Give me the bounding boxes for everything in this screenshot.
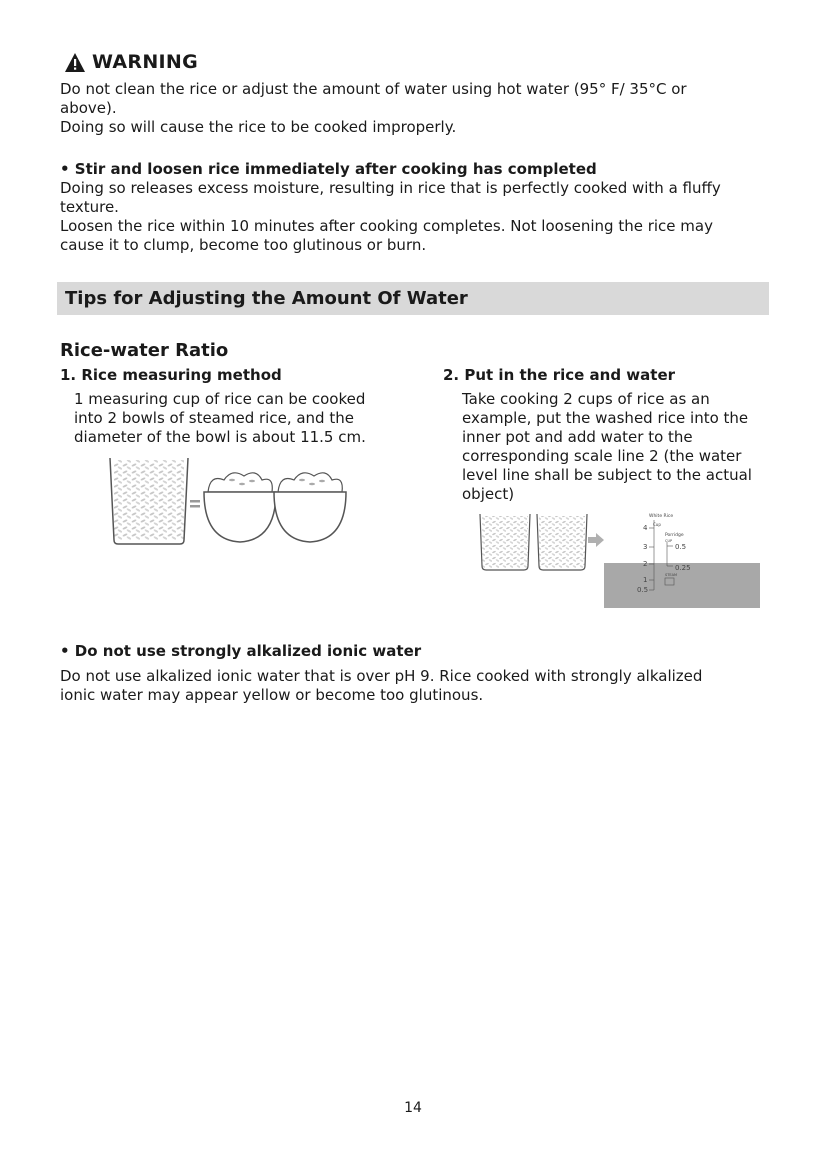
ratio-title: Rice-water Ratio bbox=[60, 340, 229, 361]
step2-text-line1: Take cooking 2 cups of rice as an bbox=[462, 390, 710, 408]
stir-text-line4: cause it to clump, become too glutinous or burn. bbox=[60, 236, 427, 254]
rice-bowl-icon bbox=[204, 473, 276, 542]
porridge-tick-0-5: 0.5 bbox=[675, 543, 687, 551]
alkaline-text-line1: Do not use alkalized ionic water that is over pH 9. Rice cooked with strongly alkalized bbox=[60, 667, 703, 685]
warning-text-line3: Doing so will cause the rice to be cooked improperly. bbox=[60, 118, 457, 136]
warning-triangle-icon bbox=[64, 52, 86, 73]
step1-heading: 1. Rice measuring method bbox=[60, 366, 282, 384]
porridge-label: Porridge bbox=[665, 533, 684, 538]
page-number: 14 bbox=[404, 1100, 422, 1116]
warning-text-line2: above). bbox=[60, 99, 117, 117]
step2-heading: 2. Put in the rice and water bbox=[443, 366, 676, 384]
measuring-cup-icon bbox=[537, 514, 587, 570]
scale-tick-3: 3 bbox=[643, 543, 648, 551]
tips-title: Tips for Adjusting the Amount Of Water bbox=[65, 288, 468, 309]
warning-title: WARNING bbox=[92, 51, 199, 73]
scale-tick-1: 1 bbox=[643, 576, 648, 584]
stir-text-line3: Loosen the rice within 10 minutes after cooking completes. Not loosening the rice may bbox=[60, 217, 713, 235]
alkaline-heading: • Do not use strongly alkalized ionic water bbox=[60, 642, 422, 660]
step2-text-line5: level line shall be subject to the actual bbox=[462, 466, 752, 484]
porridge-tick-0-25: 0.25 bbox=[675, 564, 691, 572]
arrow-right-icon bbox=[588, 533, 604, 547]
steam-label: STEAM bbox=[665, 573, 677, 577]
step2-text-line2: example, put the washed rice into the bbox=[462, 409, 749, 427]
equals-sign-icon bbox=[190, 500, 200, 503]
step1-text-line3: diameter of the bowl is about 11.5 cm. bbox=[74, 428, 366, 446]
step2-text-line4: corresponding scale line 2 (the water bbox=[462, 447, 742, 465]
stir-text-line2: texture. bbox=[60, 198, 119, 216]
scale-tick-2: 2 bbox=[643, 560, 648, 568]
alkaline-text-line2: ionic water may appear yellow or become too glutinous. bbox=[60, 686, 484, 704]
tips-section-header bbox=[57, 282, 769, 315]
white-rice-label: White Rice bbox=[649, 514, 674, 519]
rice-bowl-icon bbox=[274, 473, 346, 542]
step1-text-line2: into 2 bowls of steamed rice, and the bbox=[74, 409, 354, 427]
stir-heading: • Stir and loosen rice immediately after cooking has completed bbox=[60, 160, 597, 178]
step2-text-line3: inner pot and add water to the bbox=[462, 428, 693, 446]
scale-tick-4: 4 bbox=[643, 524, 648, 532]
porridge-cup-label: CUP bbox=[665, 539, 673, 543]
cup-label: Cup bbox=[653, 522, 661, 527]
rice-cup-bowls-figure bbox=[104, 456, 354, 548]
scale-tick-0-5: 0.5 bbox=[637, 586, 649, 594]
warning-text-line1: Do not clean the rice or adjust the amount of water using hot water (95° F/ 35°C or bbox=[60, 80, 687, 98]
stir-text-line1: Doing so releases excess moisture, resulting in rice that is perfectly cooked with a fluffy bbox=[60, 179, 721, 197]
water-level-figure bbox=[478, 508, 762, 610]
step2-text-line6: object) bbox=[462, 485, 515, 503]
warning-heading bbox=[64, 50, 198, 74]
step1-text-line1: 1 measuring cup of rice can be cooked bbox=[74, 390, 366, 408]
measuring-cup-icon bbox=[110, 458, 188, 544]
measuring-cup-icon bbox=[480, 514, 530, 570]
